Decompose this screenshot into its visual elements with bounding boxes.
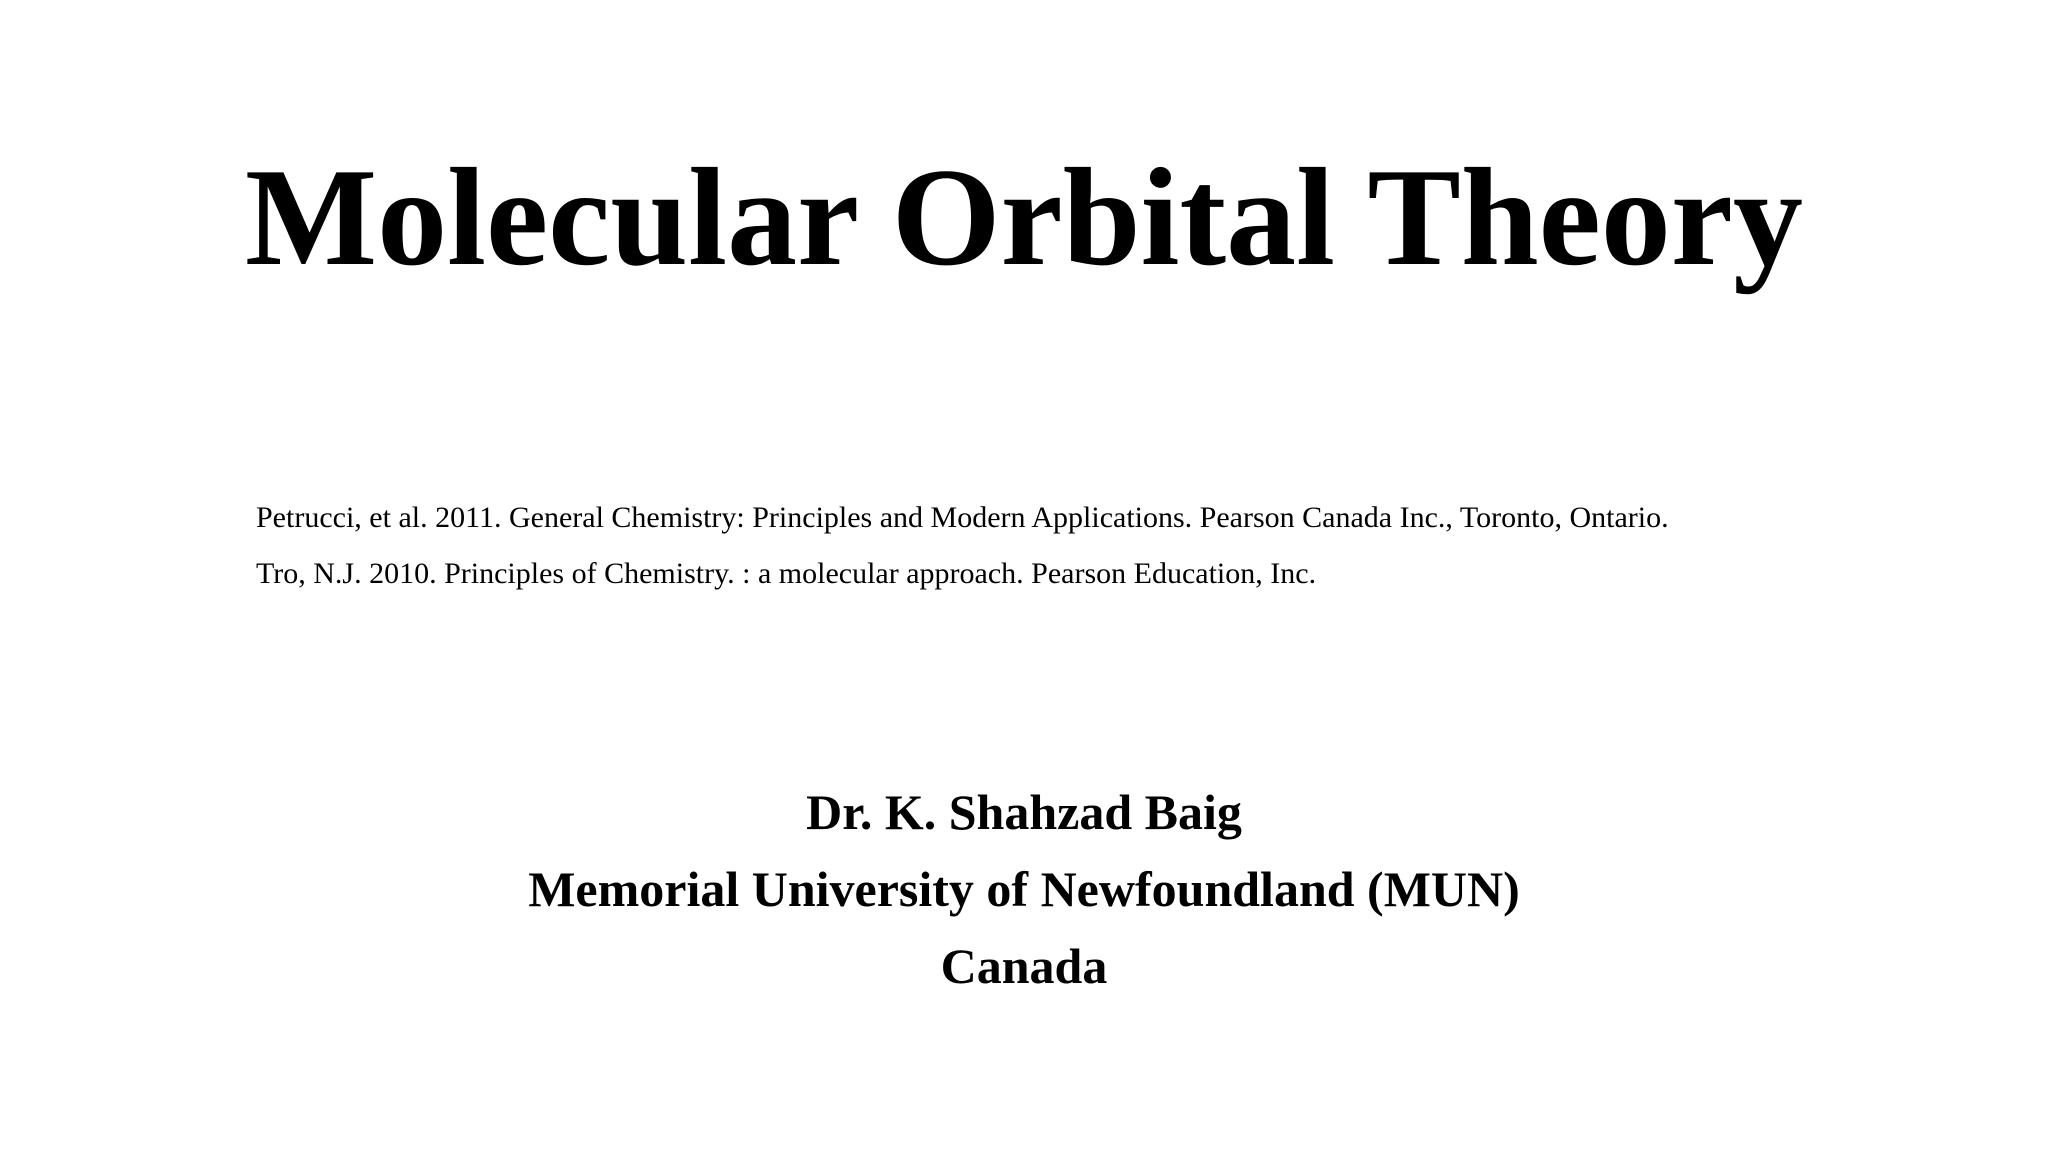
- reference-petrucci: Petrucci, et al. 2011. General Chemistry: Principles and Modern Applications. Pearson Canada Inc., Toronto, Ontario.: [256, 501, 1669, 534]
- author-country: Canada: [940, 938, 1108, 994]
- reference-tro: Tro, N.J. 2010. Principles of Chemistry. : a molecular approach. Pearson Education, Inc.: [256, 557, 1317, 590]
- author-name: Dr. K. Shahzad Baig: [806, 784, 1242, 840]
- author-block: [0, 774, 2048, 1005]
- author-institution: Memorial University of Newfoundland (MUN): [528, 861, 1520, 917]
- slide-title: Molecular Orbital Theory: [245, 140, 1803, 295]
- references: [256, 490, 2016, 602]
